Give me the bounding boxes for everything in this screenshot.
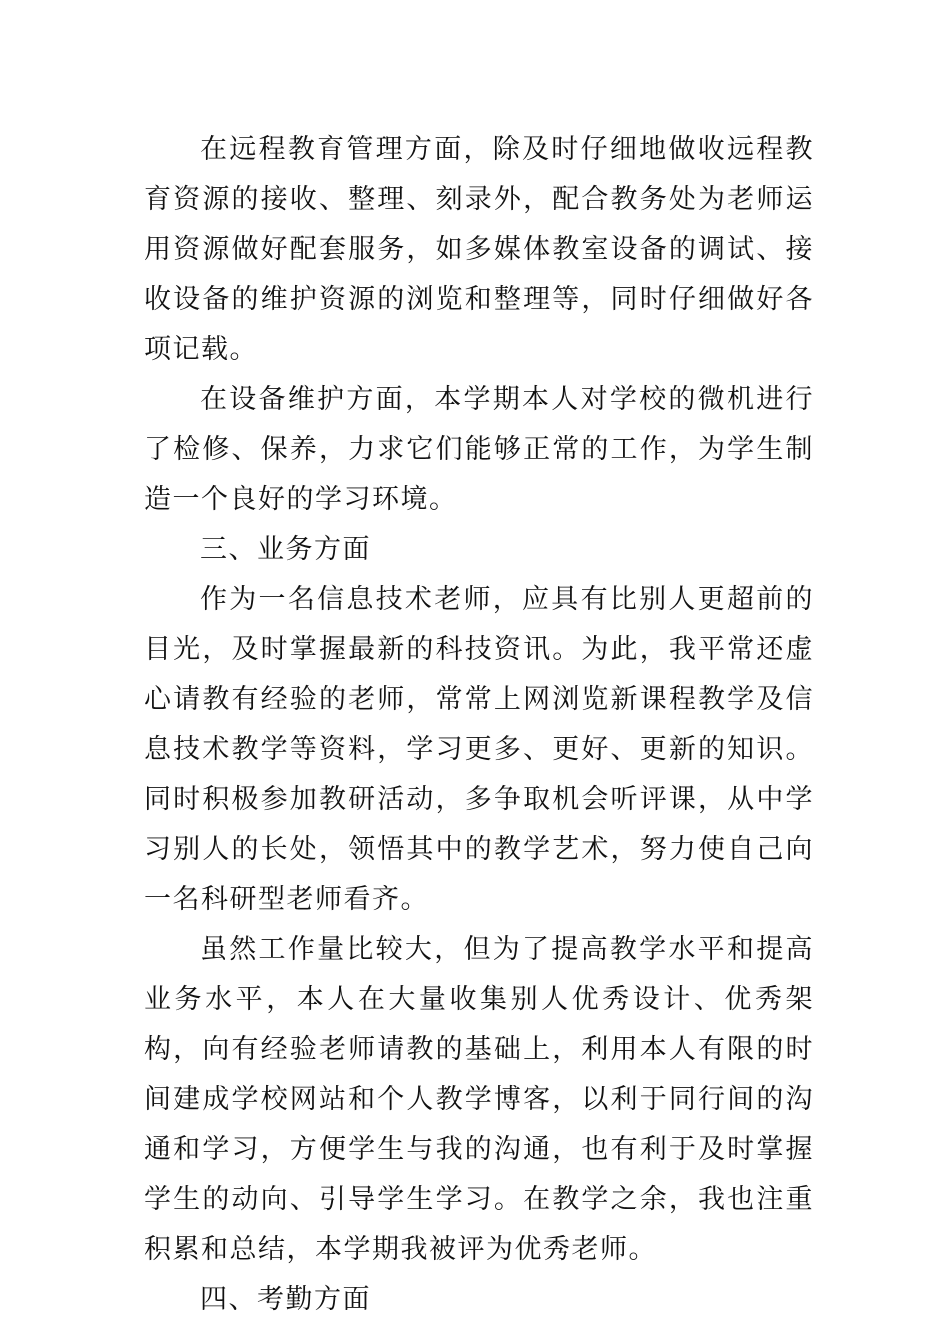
- paragraph-remote-education: 在远程教育管理方面，除及时仔细地做收远程教育资源的接收、整理、刻录外，配合教务处为老师运用资源做好配套服务，如多媒体教室设备的调试、接收设备的维护资源的浏览和整理等，同时仔细做好各项记载。: [144, 134, 814, 365]
- document-body: [144, 125, 814, 1325]
- paragraph-website-blog: 虽然工作量比较大，但为了提高教学水平和提高业务水平，本人在大量收集别人优秀设计、优秀架构，向有经验老师请教的基础上，利用本人有限的时间建成学校网站和个人教学博客，以利于同行间的沟通和学习，方便学生与我的沟通，也有利于及时掌握学生的动向、引导学生学习。在教学之余，我也注重积累和总结，本学期我被评为优秀老师。: [144, 934, 814, 1265]
- section-heading-attendance: 四、考勤方面: [200, 1284, 371, 1315]
- section-heading-business: 三、业务方面: [200, 534, 371, 565]
- paragraph-equipment-maintenance: 在设备维护方面，本学期本人对学校的微机进行了检修、保养，力求它们能够正常的工作，为学生制造一个良好的学习环境。: [144, 384, 814, 515]
- paragraph-professional-development: 作为一名信息技术老师，应具有比别人更超前的目光，及时掌握最新的科技资讯。为此，我平常还虚心请教有经验的老师，常常上网浏览新课程教学及信息技术教学等资料，学习更多、更好、更新的知识。同时积极参加教研活动，多争取机会听评课，从中学习别人的长处，领悟其中的教学艺术，努力使自己向一名科研型老师看齐。: [144, 584, 814, 915]
